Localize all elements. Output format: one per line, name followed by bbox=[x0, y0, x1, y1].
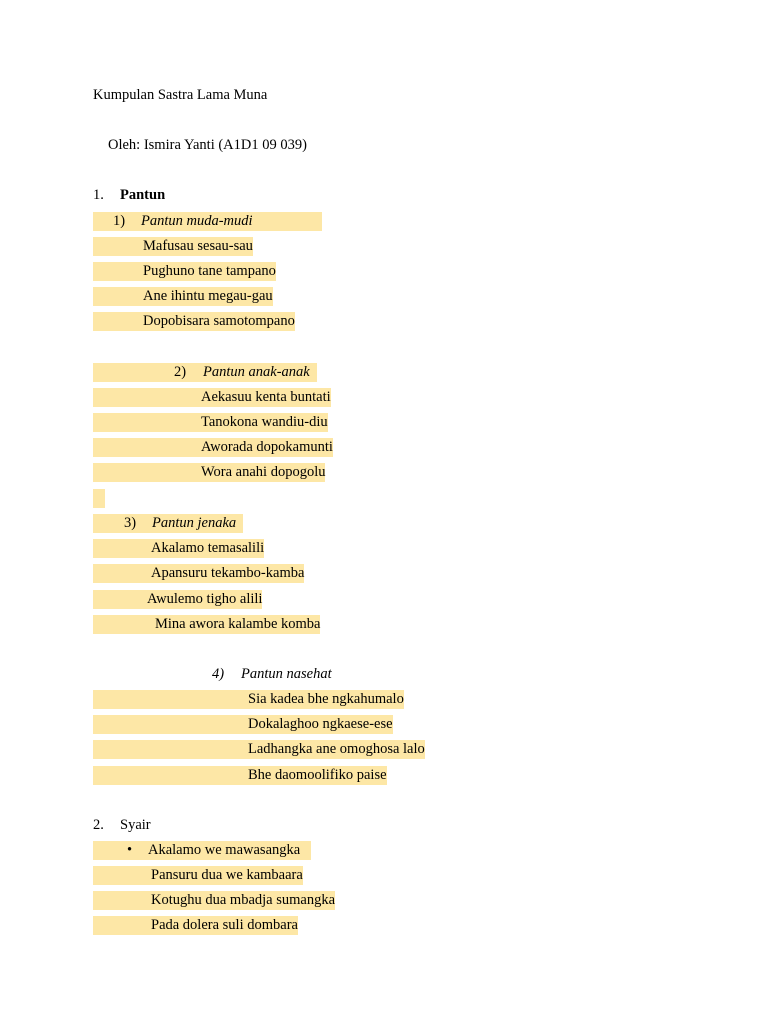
subheading-pantun-nasehat: Pantun nasehat bbox=[241, 666, 332, 682]
subheading-number: 2) bbox=[174, 364, 187, 380]
author-line: Oleh: Ismira Yanti (A1D1 09 039) bbox=[108, 137, 307, 153]
subheading-number: 1) bbox=[113, 213, 126, 229]
subheading-row bbox=[93, 212, 322, 231]
subheading-number: 4) bbox=[212, 666, 225, 682]
verse-line: Awulemo tigho alili bbox=[93, 590, 262, 609]
bullet-icon: • bbox=[127, 842, 133, 858]
verse-line: Apansuru tekambo-kamba bbox=[93, 564, 304, 583]
document-title: Kumpulan Sastra Lama Muna bbox=[93, 87, 268, 103]
verse-line: Dopobisara samotompano bbox=[93, 312, 295, 331]
section-number: 1. bbox=[93, 187, 104, 203]
verse-line: Akalamo we mawasangka bbox=[148, 842, 301, 858]
verse-line: Ladhangka ane omoghosa lalo bbox=[93, 740, 425, 759]
verse-line: Mafusau sesau-sau bbox=[93, 237, 253, 256]
verse-line: Tanokona wandiu-diu bbox=[93, 413, 328, 432]
verse-line: Pada dolera suli dombara bbox=[93, 916, 298, 935]
subheading-row bbox=[93, 363, 317, 382]
empty-highlight-line bbox=[93, 489, 105, 508]
section-heading-syair: Syair bbox=[120, 817, 151, 833]
section-heading-pantun: Pantun bbox=[120, 187, 166, 203]
verse-line: Sia kadea bhe ngkahumalo bbox=[93, 690, 404, 709]
verse-line: Pansuru dua we kambaara bbox=[93, 866, 303, 885]
subheading-pantun-anak-anak: Pantun anak-anak bbox=[203, 364, 310, 380]
section-number: 2. bbox=[93, 817, 104, 833]
subheading-pantun-muda-mudi: Pantun muda-mudi bbox=[141, 213, 253, 229]
verse-line: Wora anahi dopogolu bbox=[93, 463, 325, 482]
subheading-number: 3) bbox=[124, 515, 137, 531]
subheading-row bbox=[93, 514, 243, 533]
bullet-row bbox=[93, 841, 311, 860]
verse-line: Kotughu dua mbadja sumangka bbox=[93, 891, 335, 910]
subheading-pantun-jenaka: Pantun jenaka bbox=[152, 515, 237, 531]
verse-line: Dokalaghoo ngkaese-ese bbox=[93, 715, 393, 734]
verse-line: Aekasuu kenta buntati bbox=[93, 388, 331, 407]
verse-line: Ane ihintu megau-gau bbox=[93, 287, 273, 306]
verse-line: Mina awora kalambe komba bbox=[93, 615, 320, 634]
verse-line: Aworada dopokamunti bbox=[93, 438, 333, 457]
verse-line: Akalamo temasalili bbox=[93, 539, 264, 558]
verse-line: Pughuno tane tampano bbox=[93, 262, 276, 281]
verse-line: Bhe daomoolifiko paise bbox=[93, 766, 387, 785]
